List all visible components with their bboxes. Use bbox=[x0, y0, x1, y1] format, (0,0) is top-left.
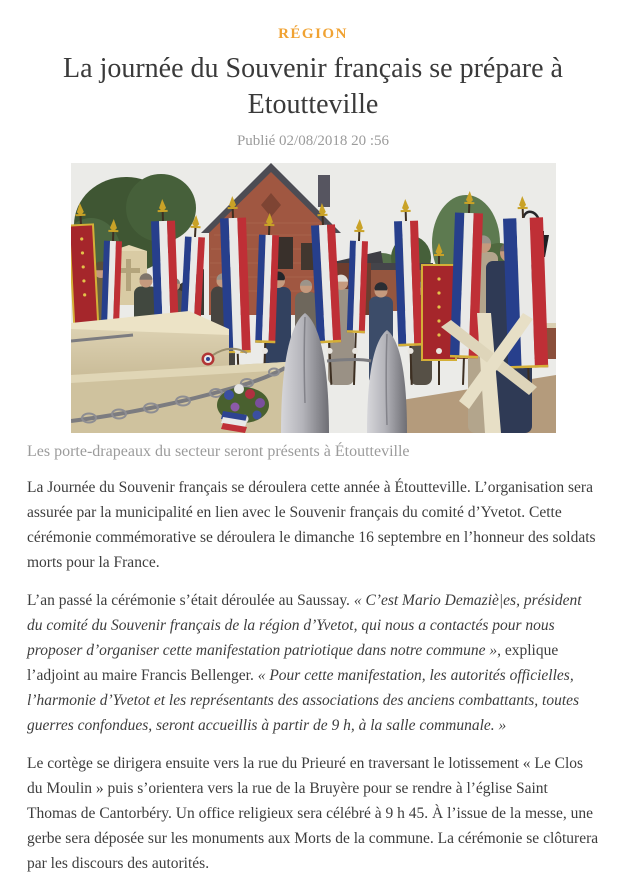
paragraph-text: Le cortège se dirigera ensuite vers la rue du Prieuré en traversant le lotissement « Le Clos du Moulin » puis s’orientera vers la rue de la Bruyère pour se rendre à l’église Saint Thomas de Cantorbéry. Un office religieux sera célébré à 9 h 45. À l’issue de la messe, une gerbe sera déposée sur les monuments aux Morts de la commune. La cérémonie se clôturera par les discours des autorités. bbox=[27, 754, 599, 872]
article-figure bbox=[0, 163, 626, 461]
photo-caption: Les porte-drapeaux du secteur seront présents à Étoutteville bbox=[27, 442, 410, 460]
quote-text: « C’est Mario Demaziè|es, président du comité du Souvenir français de la région d’Yvetot, qui nous a contactés pour nous proposer d’organiser cette manifestation patriotique dans notre commune » bbox=[27, 591, 582, 659]
paragraph-text: La Journée du Souvenir français se déroulera cette année à Étoutteville. L’organisation sera assurée par la municipalité en lien avec le Souvenir français du comité d’Yvetot. Cette cérémonie commémorative se déroulera le dimanche 16 septembre en l’honneur des soldats morts pour la France. bbox=[27, 478, 596, 571]
quote-text: « Pour cette manifestation, les autorités officielles, l’harmonie d’Yvetot et les représentants des associations des anciens combattants, toutes guerres confondues, seront accueillis à partir de 9 h, à la salle communale. » bbox=[27, 666, 580, 734]
glove bbox=[436, 348, 442, 354]
photo-frame bbox=[71, 163, 556, 433]
category-link[interactable]: RÉGION bbox=[278, 26, 348, 42]
flag bbox=[502, 195, 549, 385]
paragraph-text: , explique l’adjoint au maire Francis Bellenger. bbox=[27, 641, 559, 684]
ceremony-photo bbox=[71, 163, 556, 433]
article-header bbox=[27, 26, 599, 150]
publish-date: Publié 02/08/2018 20 :56 bbox=[236, 132, 390, 149]
article-paragraph bbox=[27, 751, 599, 876]
article-title: La journée du Souvenir français se prépare à Etoutteville bbox=[63, 53, 563, 121]
article-paragraph bbox=[27, 588, 599, 738]
paragraph-text: L’an passé la cérémonie s’était déroulée au Saussay. bbox=[27, 591, 354, 609]
article-body bbox=[27, 461, 599, 876]
article-paragraph bbox=[27, 475, 599, 575]
